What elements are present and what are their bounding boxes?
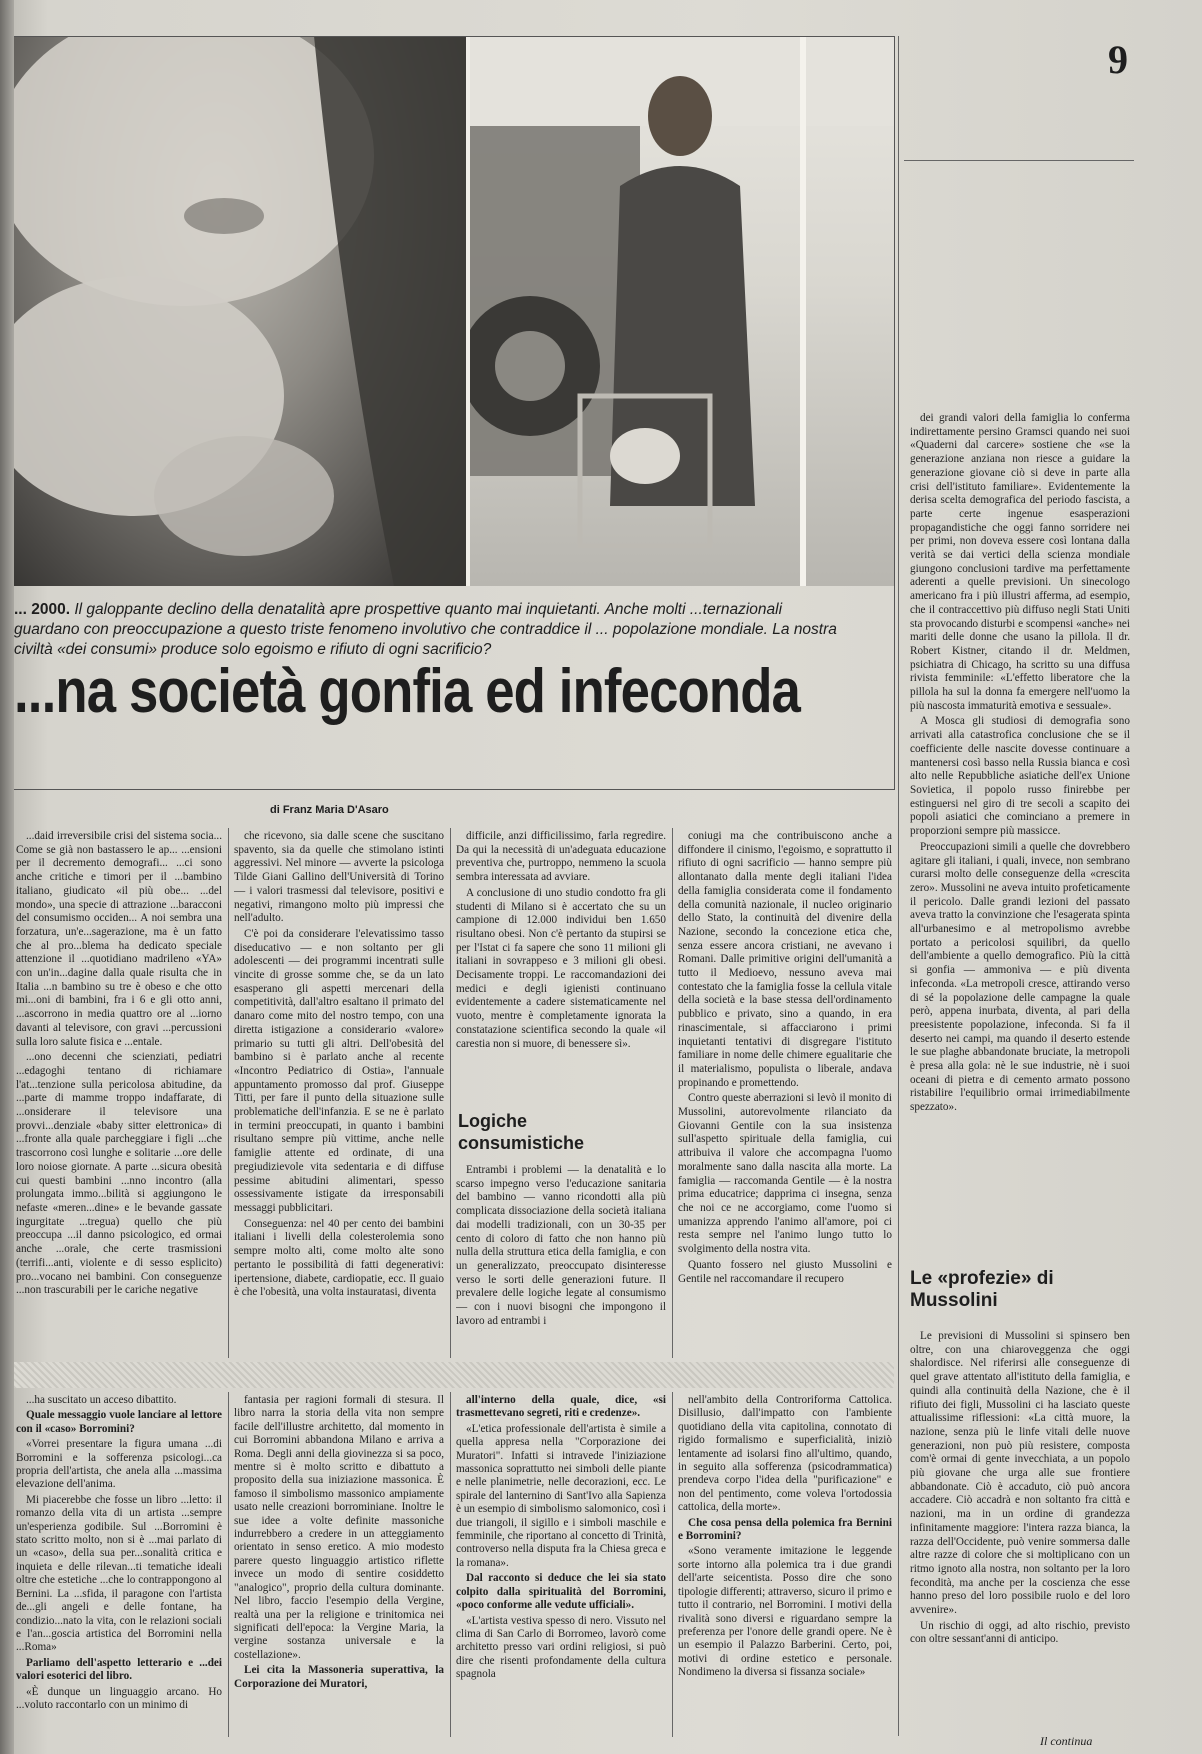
interview-question: all'interno della quale, dice, «si trasmettevano segreti, riti e credenze».: [456, 1394, 666, 1420]
paragraph: dei grandi valori della famiglia lo conferma indirettamente persino Gramsci quando nei suoi «Quaderni dal carcere» sostiene che «se la generazione anziana non riesce a guidare la generazione giovane ciò si deve in parte alla crisi dell'istituto familiare». Evidentemente la derisa scelta demografica del periodo fascista, a parte certe ingenue esasperazioni propagandistiche che oggi fanno sorridere nei per primi, non doveva essere così lontana dalla verità se dai vertici della scienza mondiale giungono conclusioni tardive ma perfettamente aderenti a quelle previsioni. Un sinecologo americano fra i più illustri afferma, ad esempio, che il contraccettivo più diffuso negli Stati Uniti sta provocando disturbi e scompensi «anche» nei mariti delle donne che usano la pillola. Il dr. Robert Kistner, citando il dr. Meldmen, psichiatra di Chicago, ha scritto su una diffusa rivista femminile: «L'effetto liberatore che la pillola ha sul la donna fa emergere nell'uomo la più nascosta immaturità emotiva e sessuale».: [910, 412, 1130, 712]
paragraph: Entrambi i problemi — la denatalità e lo scarso impegno verso l'educazione sanitaria del bambino — vanno ricondotti alla più complicata dissociazione della società italiana dai modelli tradizionali, con un 30-35 per cento di coloro di fatto che non hanno più nulla della struttura etica della famiglia, e con un generalizzato, preoccupato disinteresse verso le sorti delle generazioni future. Il prevalere delle logiche legate al consumismo — con i nuovi bisogni che impongono il lavoro ad entrambi i: [456, 1164, 666, 1327]
column-rule: [228, 1392, 229, 1737]
article-column-2: [234, 830, 444, 1360]
paragraph: Contro queste aberrazioni si levò il monito di Mussolini, autorevolmente rilanciato da Giovanni Gentile con la sua insistenza sull'aspetto spirituale della famiglia, cui attribuiva il valore che accompagna l'uomo moralmente sano dalla nascita alla morte. La famiglia — raccomanda Gentile — è la nostra prima educatrice; dapprima ci insegna, senza che noi ce ne accorgiamo, come l'uomo si umanizza apprendo l'animo all'amore, poi ci resta sempre nel l'animo lungo tutto lo svolgimento della nostra vita.: [678, 1092, 892, 1256]
paragraph: ...daid irreversibile crisi del sistema socia... Come se già non bastassero le ap... ...ensioni per il decremento demografi... ...ci sono anche critiche e timori per il ...bambino italiano, giudicato «il più obe... ...del mondo», una specie di attrazione ...baracconi del consumismo occiden... A noi sembra una forzatura, un'e...sagerazione, ma è un fatto che al pro...blema ha dedicato speciale attenzione il ...quotidiano madrileno «YA» con un'in...dagine dalla quale risulta che in Italia ...n bambino su tre è obeso e che otto mi...oni di bambini, fra i 6 e gli otto anni, ...ascorrono in media quattro ore al ...iorno davanti al televisore, con gravi ...percussioni sulla loro salute fisica e ...entale.: [16, 830, 222, 1048]
paragraph: «È dunque un linguaggio arcano. Ho ...voluto raccontarlo con un minimo di: [16, 1685, 222, 1711]
interview-column-3: [456, 1394, 666, 1739]
paragraph: Mi piacerebbe che fosse un libro ...letto: il romanzo della vita di un artista ...sempre un'esperienza godibile. Sul ...Borromini è stato scritto molto, non si è ...mai parlato di un «caso», della sua per...sonalità critica e inquieta e delle rilevan...ti tematiche ideali oltre che estetiche ...che lo contrappongono al Bernini. La ...sfida, il paragone con l'artista de...gli angeli e delle fontane, ha condizio...nato la vita, con le relazioni sociali e l'an...goscia artistica del Borromini nella ...Roma»: [16, 1493, 222, 1654]
photo-mother-child: [14, 36, 466, 586]
top-right-rule: [904, 160, 1134, 161]
paragraph: difficile, anzi difficilissimo, farla regredire. Da qui la necessità di un'adeguata educazione preventiva che, purtroppo, nemmeno la scuola sembra interessata ad avviare.: [456, 830, 666, 884]
interview-column-1: [16, 1394, 222, 1739]
column-rule: [228, 828, 229, 1358]
subhead-profezie: Le «profezie» di Mussolini: [910, 1268, 1054, 1311]
column-rule: [672, 1392, 673, 1737]
interview-question: Dal racconto si deduce che lei sia stato colpito dalla spiritualità del Borromini, «poco conforme alle vedute ufficiali».: [456, 1572, 666, 1612]
photo-woman-stroller: [470, 36, 894, 586]
article-column-5b: [910, 1330, 1130, 1728]
continued-note: Il continua: [1040, 1734, 1093, 1748]
paragraph: Conseguenza: nel 40 per cento dei bambini italiani i livelli della colesterolemia sono sempre molto alti, come molto alte sono pertanto le possibilità di fatti degenerativi: ipertensione, diabete, cardiopatie, ecc. Il guaio è che l'obesità, una volta instauratasi, diventa: [234, 1217, 444, 1299]
photo-woman-stroller-image: [470, 36, 894, 586]
paragraph: Le previsioni di Mussolini si spinsero ben oltre, con una chiaroveggenza che oggi shalordisce. Nel riferirsi alle conseguenze di quel grave attentato all'istituto della famiglia, e quindi alla continuità della Nazione, che è il rifiuto dei figli, Mussolini ci ha lasciato queste attualissime riflessioni: «La città muore, la nazione, senza più le linfe vitali delle nuove generazioni, non può più resistere, composta com'è ormai di gente invecchiata, a un popolo più giovane che urga alle sue frontiere abbandonate. Ciò è accaduto, ciò può ancora accadere. Ciò accadrà e non soltanto fra città e nazioni, ma in un ordine di grandezza infinitamente maggiore: l'intera razza bianca, la razza dell'Occidente, può venire sommersa dalle altre razze di colore che si moltiplicano con un ritmo ignoto alla nostra, non soltanto per la loro fecondità, ma anche per la coscienza che esse hanno preso del loro possibile ruolo e del loro avvenire».: [910, 1330, 1130, 1617]
paragraph: «L'artista vestiva spesso di nero. Vissuto nel clima di San Carlo di Borromeo, lavorò come architetto presso vari ordini religiosi, si può dire che risenti profondamente della cultura spagnola: [456, 1614, 666, 1681]
column-rule: [898, 36, 899, 1736]
paragraph: «Vorrei presentare la figura umana ...di Borromini e la sofferenza psicologi...ca propria dell'artista, che anela alla ...massima elevazione dell'anima.: [16, 1438, 222, 1491]
paragraph: ...ono decenni che scienziati, pediatri ...edagoghi tentano di richiamare l'at...tenzione sulla pericolosa abitudine, da ...parte di mamme troppo indaffarate, di ...onsiderare il televisore una provvi...denziale «baby sitter elettronica» di ...fronte alla quale parcheggiare i figli ...che trascorrono così lunghe e solitarie ...ore delle loro noiose giornate. A parte ...sicura obesità cui questi bambini ...nno incontro (alla prolungata immo...bilità si aggiungono le nefaste «meren...dine» e le bevande gassate ingurgitate ...tregua) quello che più preoccupa ...il danno psicologico, ed ormai anche ...orale, che certe trasmissioni (terrifi...anti, violente e di sesso esplicito) pro...vocano nei bambini. Con conseguenze ...non trascurabili per le cariche negative: [16, 1051, 222, 1297]
paragraph: C'è poi da considerare l'elevatissimo tasso diseducativo — e non soltanto per gli adolescenti — dei programmi incentrati sulle vincite di grosse somme che, se da un lato esasperano gli aspetti mercenari della competitività, dall'altro esaltano il primato del danaro come mito del nostro tempo, con una diretta istigazione a considerario «valore» primario su tutti gli altri. Dell'obesità del bambino si è parlato anche al recente «Incontro Pediatrico di Ostia», l'annuale appuntamento promosso dal prof. Giuseppe Titti, per fare il punto della situazione sulle problematiche dell'infanzia. E se ne è parlato in termini preoccupati, in quanto i bambini risultano sempre più vittime, anche nelle famiglie attente ed ordinate, di una pregiudizievole vita sedentaria e di diffuse pessime abitudini alimentari, spesso ossessivamente istigate da irresponsabili messaggi pubblicitari.: [234, 927, 444, 1214]
photo-mother-child-image: [14, 36, 466, 586]
column-rule: [672, 828, 673, 1358]
interview-question: Quale messaggio vuole lanciare al lettore con il «caso» Borromini?: [16, 1409, 222, 1435]
paragraph: Preoccupazioni simili a quelle che dovrebbero agitare gli italiani, i quali, invece, non sembrano curarsi molto delle conseguenze della «crescita zero». Mussolini ne aveva intuito profeticamente il pericolo. Dalle grandi lezioni del passato aveva tratto la convinzione che l'esagerata spinta all'urbanesimo e al metropolismo avrebbe portato a pericolosi squilibri, da quello dell'ambiente a quello demografico. Più la città si gonfia — ammoniva — e più diventa infeconda. «La metropoli cresce, attirando verso di sé la popolazione delle campagne la quale però, appena inurbata, diventa, al pari della preesistente popolazione, infeconda. Si fa il deserto nei campi, ma quando il deserto estende le sue plaghe abbandonate bruciate, la metropoli è presa alla gola: nè le sue industrie, nè i suoi oceani di pietra e di cemento armato possono ristabilire l'equilibrio ormai irrimediabilmente spezzato».: [910, 840, 1130, 1114]
paragraph: coniugi ma che contribuiscono anche a diffondere il cinismo, l'egoismo, e soprattutto il rifiuto di ogni sacrificio — hanno sempre più allontanato dalla mente degli italiani l'idea della famiglia considerata come il fondamento della comunità nazionale, il nucleo originario dello Stato, la continuità del divenire della Nazione, secondo la concezione etica che, senza essere ancora cristiani, ne avevano i Romani. Dalle primitive origini dell'umanità a tutto il Medioevo, nessuno aveva mai contestato che la famiglia fosse la cellula vitale della società e la base stessa dell'ordinamento pubblico e privato, sino a quando, in era rinascimentale, si affacciarono i primi inquietanti tentativi di disgregare l'istituto familiare in nome delle chimere egualitarie che il materialismo, populista o liberale, andava propinando e promettendo.: [678, 830, 892, 1089]
article-column-1: [16, 830, 222, 1360]
interview-question: Lei cita la Massoneria superattiva, la Corporazione dei Muratori,: [234, 1664, 444, 1690]
interview-column-2: [234, 1394, 444, 1739]
paragraph: Quanto fossero nel giusto Mussolini e Gentile nel raccomandare il recupero: [678, 1258, 892, 1285]
paragraph: fantasia per ragioni formali di stesura. Il libro narra la storia della vita non sempre facile dell'illustre architetto, dal momento in cui Borromini abbandona Milano e arriva a Roma. Degli anni della giovinezza si sa poco, mentre si è molto scritto e dibattuto a proposito della sua iniziazione massonica. È famoso il simbolismo massonico ampiamente usato nelle creazioni borrominiane. Inoltre le sue idee a volte definite massoniche indurrebbero a credere in un atteggiamento orientato in senso eretico. A mio modesto parere questo linguaggio artistico riflette invece un modo di sentire cosiddetto "analogico", proprio della cultura dominante. Nel libro, faccio l'esempio della Vergine, realtà una per la religione e trinitomica nei significati dell'epoca: la Vergine Maria, la vergine sostanza universale e la costellazione».: [234, 1394, 444, 1661]
page-number: 9: [1108, 37, 1128, 82]
subhead-logiche: Logiche consumistiche: [458, 1111, 585, 1153]
article-column-4: [678, 830, 892, 1360]
interview-question: Parliamo dell'aspetto letterario e ...dei valori esoterici del libro.: [16, 1656, 222, 1683]
byline: di Franz Maria D'Asaro: [270, 804, 389, 816]
paragraph: ...ha suscitato un acceso dibattito.: [26, 1394, 177, 1406]
headline: ...na società gonfia ed infeconda: [14, 657, 801, 726]
article-column-5: [910, 412, 1130, 1266]
photo-caption: [14, 600, 844, 660]
paragraph: Un rischio di oggi, ad alto rischio, previsto con oltre sessant'anni di anticipo.: [910, 1619, 1130, 1646]
article-column-3b: [456, 1164, 666, 1360]
column-rule: [450, 1392, 451, 1737]
paragraph: che ricevono, sia dalle scene che suscitano spavento, sia da quelle che stimolano istinti aggressivi. Nel minore — avverte la psicologa Tilde Giani Gallino dell'Università di Torino — i valori trasmessi dal televisore, positivi e negativi, rimangono molto più impressi che nell'adulto.: [234, 830, 444, 925]
caption-lead: ... 2000.: [14, 601, 71, 618]
paragraph: «L'etica professionale dell'artista è simile a quella appresa nella "Corporazione dei Muratori". Infatti si intravede l'iniziazione massonica soprattutto nei simboli delle piante e nelle planimetrie, nelle decorazioni, ecc. Le spirale del lanternino di Sant'Ivo alla Sapienza è un esempio di simbolismo salomonico, così i due triangoli, il sigillo e i simboli maschile e femminile, che riportano al concetto di Trinità, controverso nella disputa fra la Chiesa greca e la romana».: [456, 1422, 666, 1569]
paragraph: A Mosca gli studiosi di demografia sono arrivati alla catastrofica conclusione che se il coefficiente delle nascite dovesse continuare a mantenersi così basso nella Russia bianca e così alto nelle Repubbliche asiatiche dell'ex Unione Sovietica, il popolo russo finirebbe per estinguersi nel giro di tre secoli a scapito dei popoli asiatici che cominciano a premere in proporzioni sempre più massicce.: [910, 715, 1130, 838]
paragraph: nell'ambito della Controriforma Cattolica. Disillusio, dall'impatto con l'ambiente quotidiano della vita capitolina, connotato di rigido formalismo e superficialità, iniziò lentamente ad isolarsi fino all'ultimo, quando, in seguito alla sofferenza (psicodrammatica) prendeva corpo l'idea della "purificazione" e non del pentimento, come voleva l'ortodossia cattolica, della morte».: [678, 1394, 892, 1514]
paragraph: A conclusione di uno studio condotto fra gli studenti di Milano si è accertato che su un campione di 12.000 individui ben 1.650 risultano obesi. Non c'è pertanto da stupirsi se per l'Istat ci fa sapere che sono 11 milioni gli italiani in sovrappeso e 3 milioni gli obesi. Decisamente troppi. Le raccomandazioni dei medici e degli igienisti continuano evidentemente a cadere sistematicamente nel vuoto, mentre è completamente ignorata la constatazione scientifica secondo la quale «il carestia non si muore, di benessere sì».: [456, 886, 666, 1050]
section-divider-band: [14, 1362, 894, 1388]
article-column-3a: [456, 830, 666, 1108]
caption-text: Il galoppante declino della denatalità apre prospettive quanto mai inquietanti. Anche molti ...ternazionali guardano con preoccupazione a questo triste fenomeno involutivo che contraddice il ... popolazione mondiale. La nostra civiltà «dei consumi» produce solo egoismo e rifiuto di ogni sacrificio?: [14, 601, 837, 658]
interview-question: Che cosa pensa della polemica fra Bernini e Borromini?: [678, 1516, 892, 1543]
paragraph: «Sono veramente imitazione le leggende sorte intorno alla polemica tra i due grandi dell'arte seicentista. Posso dire che sono tipologie differenti; attraverso, sicuro il primo e tutto il contrario, nel Borromini. I motivi della rivalità sono diversi e riguardano sempre la preferenza per l'onore delle grandi opere. Ne è un esempio il Palazzo Barberini. Certo, poi, motivi di ordine estetico e personale. Nondimeno la diversa si fissanza sociale»: [678, 1545, 892, 1679]
binding-gutter: [0, 0, 14, 1754]
interview-column-4: [678, 1394, 892, 1739]
column-rule: [450, 828, 451, 1358]
